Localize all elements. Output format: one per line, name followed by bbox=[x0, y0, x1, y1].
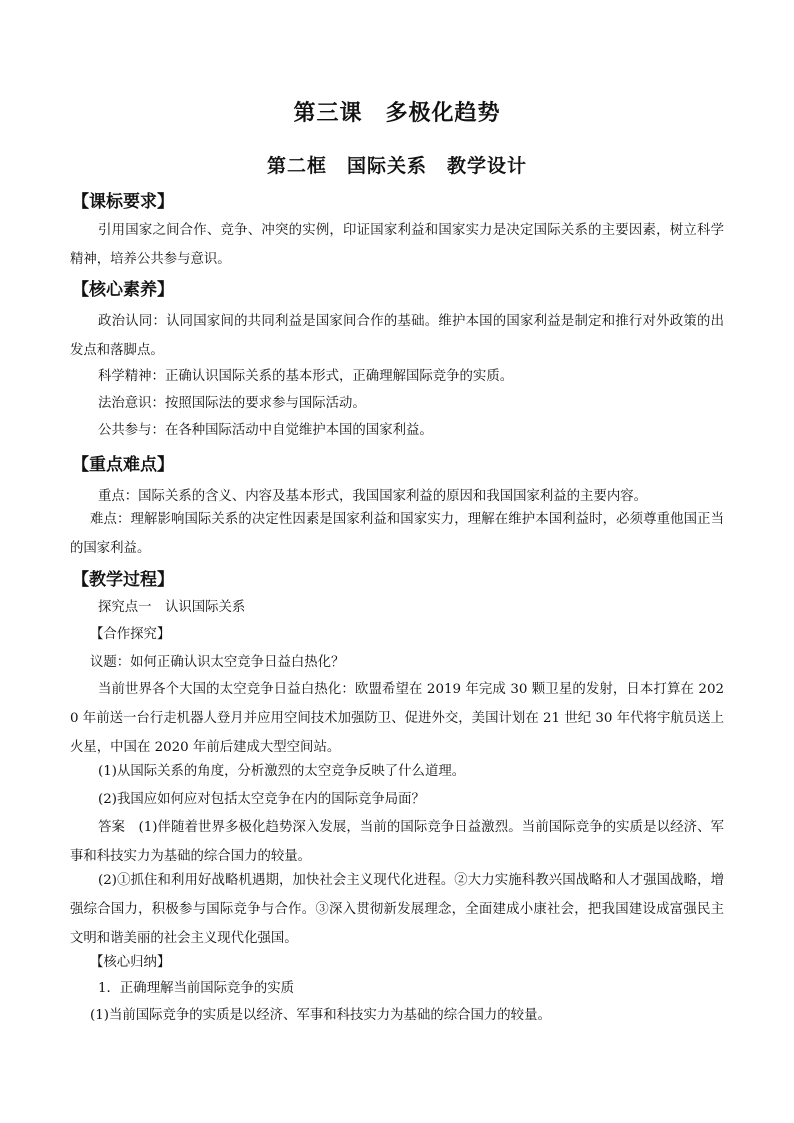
section-subtitle: 第二框 国际关系 教学设计 bbox=[266, 155, 527, 177]
summary-point-1a: (1)当前国际竞争的实质是以经济、军事和科技实力为基础的综合国力的较量。 bbox=[90, 1008, 551, 1023]
answer-2: (2)①抓住和利用好战略机遇期，加快社会主义现代化进程。②大力实施科教兴国战略和人才强国战略，增强综合国力，积极参与国际竞争与合作。③深入贯彻新发展理念，全面建成小康社会，把我国建设成富强民主文明和谐美丽的社会主义现代化强国。 bbox=[70, 873, 724, 946]
question-1: (1)从国际关系的角度，分析激烈的太空竞争反映了什么道理。 bbox=[98, 764, 466, 779]
document-page bbox=[70, 0, 724, 1123]
explore-point-title: 探究点一 认识国际关系 bbox=[98, 600, 246, 615]
question-2: (2)我国应如何应对包括太空竞争在内的国际竞争局面？ bbox=[98, 792, 425, 807]
keypoint-difficult: 难点：理解影响国际关系的决定性因素是国家利益和国家实力，理解在维护本国利益时，必须尊重他国正当的国家利益。 bbox=[70, 512, 724, 556]
literacy-science: 科学精神：正确认识国际关系的基本形式，正确理解国际竞争的实质。 bbox=[98, 369, 514, 384]
discussion-topic: 议题：如何正确认识太空竞争日益白热化？ bbox=[90, 655, 345, 670]
literacy-public: 公共参与：在各种国际活动中自觉维护本国的国家利益。 bbox=[98, 423, 433, 438]
literacy-political: 政治认同：认同国家间的共同利益是国家间合作的基础。维护本国的国家利益是制定和推行对外政策的出发点和落脚点。 bbox=[70, 314, 724, 358]
cooperation-label: 【合作探究】 bbox=[90, 627, 171, 642]
heading-literacy: 【核心素养】 bbox=[72, 280, 174, 300]
summary-point-1: 1．正确理解当前国际竞争的实质 bbox=[98, 981, 294, 996]
heading-curriculum: 【课标要求】 bbox=[72, 192, 174, 212]
material-text: 当前世界各个大国的太空竞争日益白热化：欧盟希望在 2019 年完成 30 颗卫星的发射，日本打算在 2020 年前送一台行走机器人登月并应用空间技术加强防卫、促进外交，美国计划在 21 世纪 30 年代将宇航员送上火星，中国在 2020 年前后建成大型空间站。 bbox=[70, 682, 724, 755]
lesson-title: 第三课 多极化趋势 bbox=[293, 100, 501, 126]
literacy-law: 法治意识：按照国际法的要求参与国际活动。 bbox=[98, 396, 366, 411]
answer-1: 答案 (1)伴随着世界多极化趋势深入发展，当前的国际竞争日益激烈。当前国际竞争的实质是以经济、军事和科技实力为基础的综合国力的较量。 bbox=[70, 820, 724, 864]
summary-label: 【核心归纳】 bbox=[90, 955, 171, 970]
curriculum-text: 引用国家之间合作、竞争、冲突的实例，印证国家利益和国家实力是决定国际关系的主要因素，树立科学精神，培养公共参与意识。 bbox=[70, 223, 724, 267]
heading-process: 【教学过程】 bbox=[72, 570, 174, 590]
heading-keypoints: 【重点难点】 bbox=[72, 455, 174, 475]
keypoint-key: 重点：国际关系的含义、内容及基本形式，我国国家利益的原因和我国国家利益的主要内容。 bbox=[98, 489, 648, 504]
